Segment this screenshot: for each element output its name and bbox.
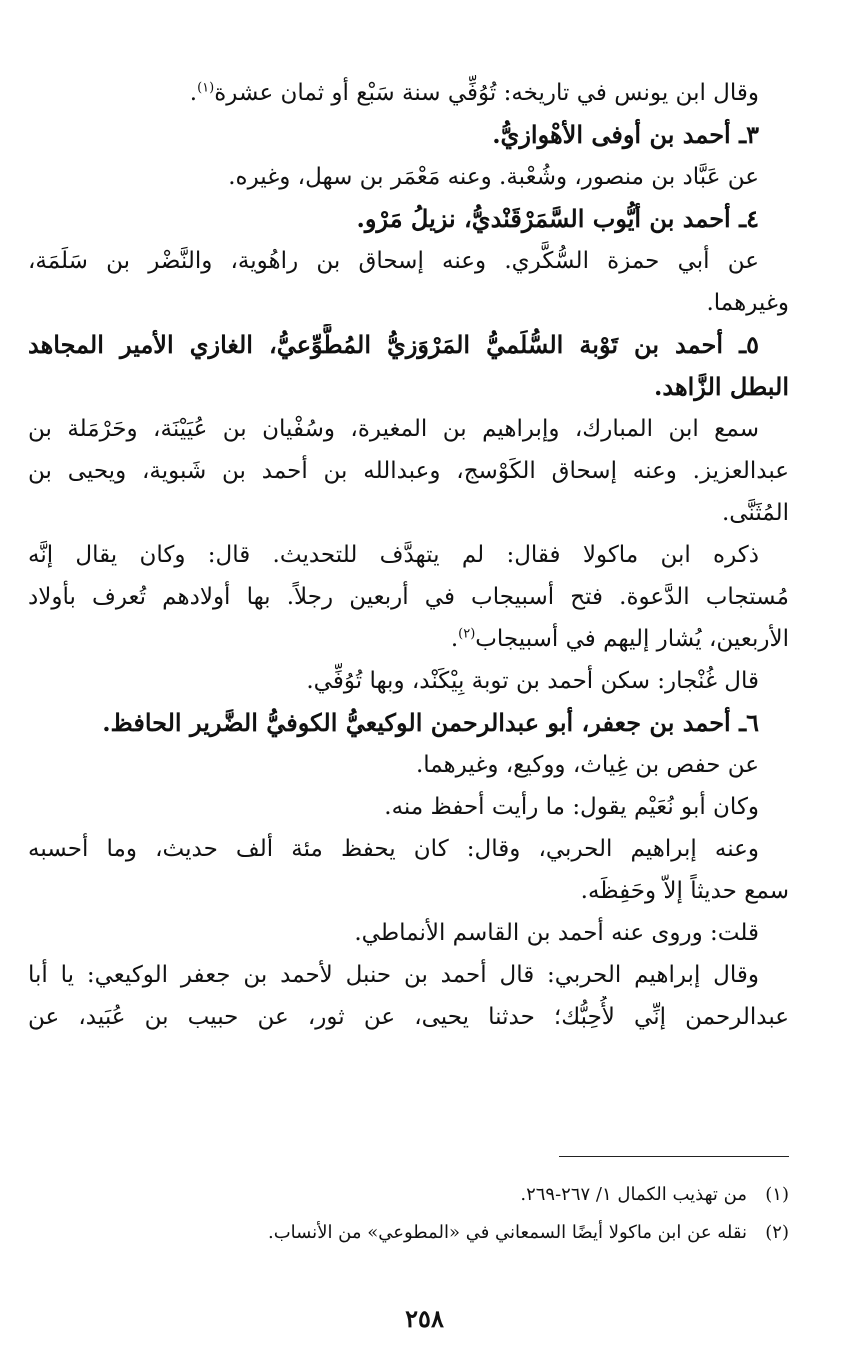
footnote-2 [28, 1214, 789, 1252]
line-text: ذكره ابن ماكولا فقال: لم يتهدَّف للتحديث. قال: وكان يقال إنَّه [28, 542, 759, 568]
text-line-20 [28, 870, 789, 912]
footnote-divider [559, 1156, 789, 1157]
line-text: البطل الزَّاهد. [654, 372, 789, 401]
line-text: عن أبي حمزة السُّكَّري. وعنه إسحاق بن راهُوية، والنَّضْر بن سَلَمَة، [28, 248, 759, 274]
line-text: الأربعين، يُشار إليهم في أسبيجاب [475, 626, 789, 652]
footnote-1 [28, 1176, 789, 1214]
text-line-13 [28, 576, 789, 618]
footnote-marker: (٢) [458, 626, 476, 642]
footnote-text: من تهذيب الكمال ١/ ٢٦٧-٢٦٩. [520, 1184, 747, 1205]
footnotes [28, 1176, 789, 1252]
page-number: ٢٥٨ [405, 1304, 444, 1333]
text-line-15 [28, 660, 789, 702]
text-line-4 [28, 198, 789, 240]
line-text: ٣ـ أحمد بن أوفى الأهْوازيُّ. [492, 120, 759, 149]
text-line-7 [28, 324, 789, 366]
footnote-marker: (١) [197, 80, 215, 96]
line-text: عبدالعزيز. وعنه إسحاق الكَوْسج، وعبدالله بن أحمد بن شَبوية، ويحيى بن [28, 458, 789, 484]
text-line-21 [28, 912, 789, 954]
text-line-2 [28, 114, 789, 156]
line-end-punctuation: . [189, 80, 198, 106]
text-line-14 [28, 618, 789, 660]
line-text: عن عَبَّاد بن منصور، وشُعْبة. وعنه مَعْمَر بن سهل، وغيره. [228, 164, 759, 190]
line-text: عن حفص بن غِياث، ووكيع، وغيرهما. [415, 752, 759, 778]
line-text: مُستجاب الدَّعوة. فتح أسبيجاب في أربعين رجلاً. بها أولادهم تُعرف بأولاد [28, 584, 789, 610]
line-text: وقال ابن يونس في تاريخه: تُوُفِّي سنة سَبْع أو ثمان عشرة [214, 80, 759, 106]
text-line-5 [28, 240, 789, 282]
text-line-23 [28, 996, 789, 1038]
line-text: وقال إبراهيم الحربي: قال أحمد بن حنبل لأحمد بن جعفر الوكيعي: يا أبا [28, 962, 759, 988]
text-line-17 [28, 744, 789, 786]
text-line-11 [28, 492, 789, 534]
footnote-number: (١) [765, 1184, 789, 1205]
line-text: ٥ـ أحمد بن تَوْبة السُّلَميُّ المَرْوَزيُّ المُطَّوِّعيُّ، الغازي الأمير المجاهد [28, 330, 759, 359]
line-text: وغيرهما. [706, 290, 789, 316]
line-text: المُثَنَّى. [721, 500, 789, 526]
line-text: ٤ـ أحمد بن أيُّوب السَّمَرْقَنْديُّ، نزيلُ مَرْو. [356, 204, 759, 233]
footnote-number: (٢) [765, 1222, 789, 1243]
line-text: قلت: وروى عنه أحمد بن القاسم الأنماطي. [354, 920, 759, 946]
line-end-punctuation: . [450, 626, 459, 652]
main-text [28, 72, 789, 1038]
text-line-18 [28, 786, 789, 828]
line-text: ٦ـ أحمد بن جعفر، أبو عبدالرحمن الوكيعيُّ الكوفيُّ الضَّرير الحافظ. [102, 708, 759, 737]
line-text: وعنه إبراهيم الحربي، وقال: كان يحفظ مئة ألف حديث، وما أحسبه [28, 836, 759, 862]
text-line-19 [28, 828, 789, 870]
line-text: عبدالرحمن إنِّي لأُحِبُّك؛ حدثنا يحيى، عن ثور، عن حبيب بن عُبَيد، عن [28, 1004, 789, 1030]
line-text: قال غُنْجار: سكن أحمد بن توبة بِيْكَنْد، وبها تُوُفِّي. [306, 668, 759, 694]
text-line-8 [28, 366, 789, 408]
text-line-22 [28, 954, 789, 996]
text-line-1 [28, 72, 789, 114]
footnote-text: نقله عن ابن ماكولا أيضًا السمعاني في «المطوعي» من الأنساب. [267, 1222, 747, 1243]
line-text: وكان أبو نُعَيْم يقول: ما رأيت أحفظ منه. [384, 794, 759, 820]
text-line-16 [28, 702, 789, 744]
text-line-6 [28, 282, 789, 324]
text-line-9 [28, 408, 789, 450]
text-line-3 [28, 156, 789, 198]
line-text: سمع حديثاً إلاّ وحَفِظَه. [580, 878, 789, 904]
text-line-12 [28, 534, 789, 576]
text-line-10 [28, 450, 789, 492]
line-text: سمع ابن المبارك، وإبراهيم بن المغيرة، وسُفْيان بن عُيَيْنَة، وحَرْمَلة بن [28, 416, 759, 442]
